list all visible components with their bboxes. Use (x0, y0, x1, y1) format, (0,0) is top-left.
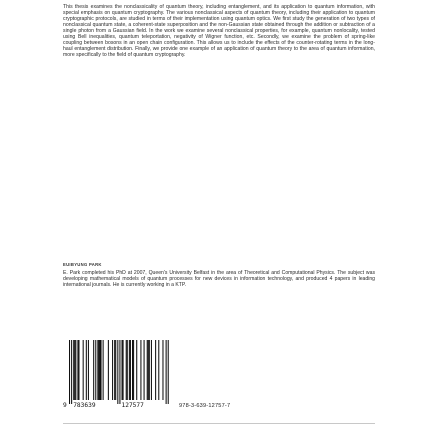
barcode-digit-group: 9 (63, 402, 67, 409)
author-bio: E. Park completed his PhD at 2007, Queen's University Belfast in the area of Theoretical and Computational Physics. The subject was developing mathematical models of quantum processes for new devices in information technology, and produced 4 papers in leading international journals. He is currently working in a KTP. (63, 270, 375, 288)
barcode-bar (162, 340, 163, 400)
barcode-bar (129, 340, 130, 400)
barcode-bar (95, 340, 96, 400)
barcode-bar (123, 340, 124, 400)
barcode-digit-group: 783639 (73, 402, 96, 409)
barcode-bar (126, 340, 127, 400)
barcode-image (63, 340, 173, 414)
barcode-bar (71, 340, 72, 404)
barcode-bar (83, 340, 84, 400)
barcode-bar (115, 340, 116, 400)
bottom-divider (63, 423, 375, 424)
barcode-bar (86, 340, 87, 400)
isbn-number: 978-3-639-12757-7 (179, 403, 231, 409)
barcode-bar (136, 340, 137, 400)
author-section (63, 262, 375, 288)
barcode-bar (158, 340, 159, 400)
barcode-bar (117, 340, 118, 404)
barcode-bar (151, 340, 152, 400)
book-blurb: This thesis examines the nonclassicality of quantum theory, including entanglement, and its application to quantum information, with special emphasis on quantum cryptography. The various nonclassical aspects of quantum theory, including their application to quantum cryptographic protocols, are studied in terms of their implementation using quantum optics. We first study the generation of two types of nonclassical quantum state, a coherent-state superposition and the non-Gaussian state obtained through the addition or subtraction of a single photon from a Gaussian field. In the work we examine several nonclassical properties, for example, quantum nonlocality, tested using Bell inequalities, quantum teleportation, negativity of Wigner function, etc. Secondly, we examine the problem of spring-like coupling between bosons in an open chain configuration. This allows us to include the effects of the counter-rotating terms in the long-haul entanglement distribution. Finally, we provide one example of an application of quantum theory to the area of quantum information, more specifically to the field of quantum cryptography. (63, 4, 375, 58)
barcode-bar (78, 340, 79, 400)
barcode-bar (93, 340, 94, 400)
barcode-bar (166, 340, 167, 404)
barcode-bar (101, 340, 102, 400)
barcode-bar (97, 340, 98, 400)
barcode-bar (98, 340, 99, 400)
barcode-block (63, 340, 375, 420)
barcode-bar (112, 340, 113, 400)
barcode-bar (108, 340, 109, 400)
barcode-bar (73, 340, 74, 400)
barcode-bar (69, 340, 70, 404)
barcode-bar (99, 340, 100, 400)
barcode-bar (119, 340, 120, 404)
barcode-bar (127, 340, 128, 400)
barcode-bar (149, 340, 150, 400)
barcode-bar (147, 340, 148, 400)
barcode-bar (75, 340, 76, 400)
barcode-bar (168, 340, 169, 404)
barcode-bar (88, 340, 89, 400)
barcode-digit-group: 127577 (121, 402, 144, 409)
barcode-bar (133, 340, 134, 400)
author-name: EUIBYUNG PARK (63, 262, 102, 267)
barcode-bar (144, 340, 145, 400)
barcode-bar (140, 340, 141, 400)
barcode-bar (132, 340, 133, 400)
barcode-bar (122, 340, 123, 400)
barcode-bar (148, 340, 149, 400)
barcode-bar (155, 340, 156, 400)
barcode-bar (130, 340, 131, 400)
barcode-bar (114, 340, 115, 400)
barcode-bar (74, 340, 75, 400)
barcode-bar (77, 340, 78, 400)
barcode-bar (103, 340, 104, 400)
